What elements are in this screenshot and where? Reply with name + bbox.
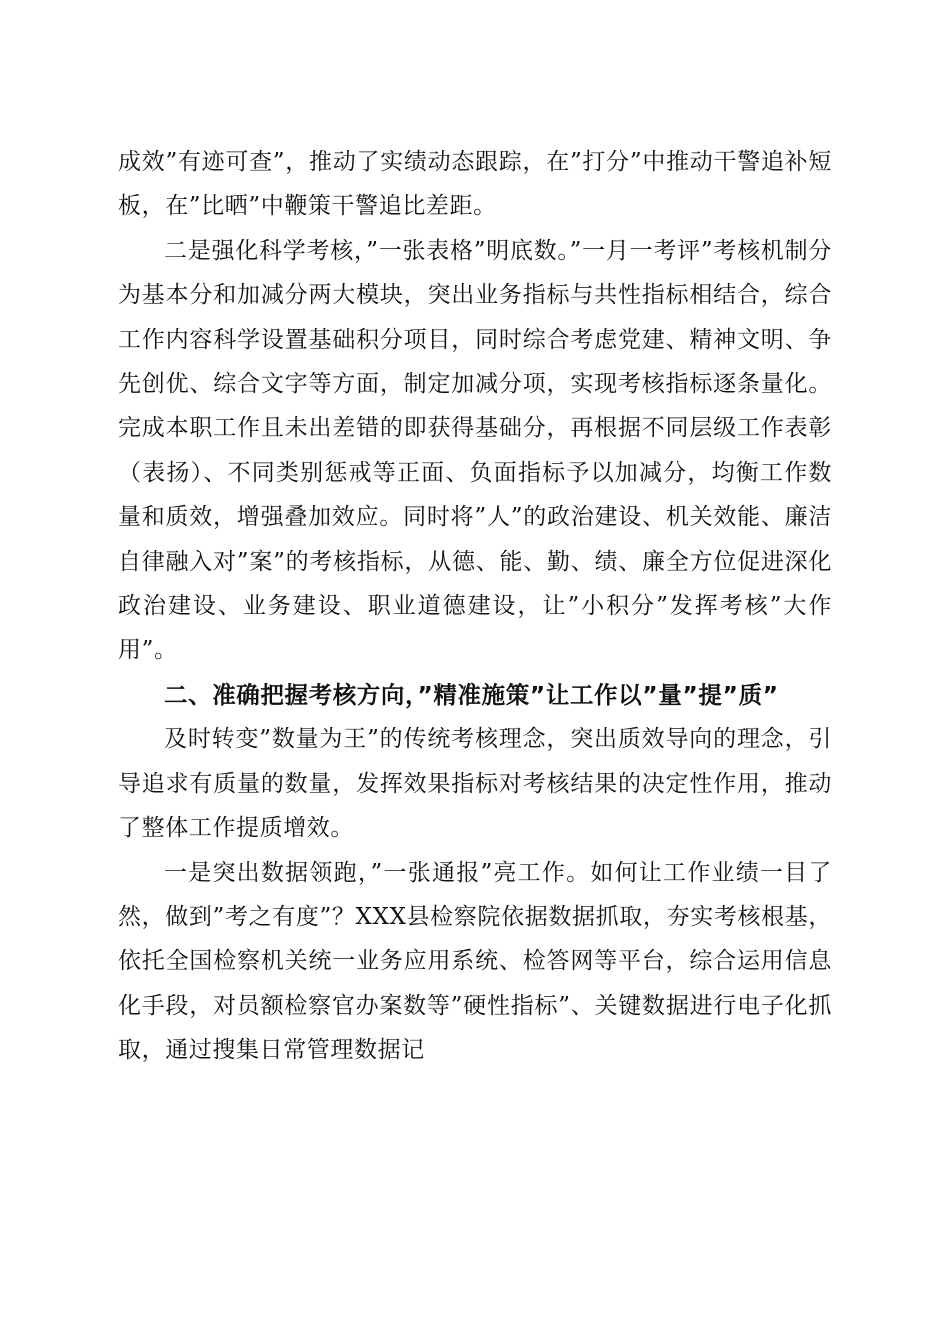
paragraph-continuation: 成效”有迹可查”，推动了实绩动态跟踪，在”打分”中推动干警追补短板，在”比晒”中鞭策干警追比差距。 xyxy=(118,149,832,220)
paragraph-data-leading: 一是突出数据领跑，”一张通报”亮工作。如何让工作业绩一目了然，做到”考之有度”？XXX县检察院依据数据抓取，夯实考核根基，依托全国检察机关统一业务应用系统、检答网等平台，综合运用信息化手段，对员额检察官办案数等”硬性指标”、关键数据进行电子化抓取，通过搜集日常管理数据记 xyxy=(118,859,832,1064)
document-page xyxy=(118,140,832,1073)
paragraph-scientific-assessment: 二是强化科学考核，”一张表格”明底数。”一月一考评”考核机制分为基本分和加减分两大模块，突出业务指标与共性指标相结合，综合工作内容科学设置基础积分项目，同时综合考虑党建、精神文明、争先创优、综合文字等方面，制定加减分项，实现考核指标逐条量化。完成本职工作且未出差错的即获得基础分，再根据不同层级工作表彰（表扬）、不同类别惩戒等正面、负面指标予以加减分，均衡工作数量和质效，增强叠加效应。同时将”人”的政治建设、机关效能、廉洁自律融入对”案”的考核指标，从德、能、勤、绩、廉全方位促进深化政治建设、业务建设、职业道德建设，让”小积分”发挥考核”大作用”。 xyxy=(118,237,832,664)
paragraph-quality-orientation: 及时转变”数量为王”的传统考核理念，突出质效导向的理念，引导追求有质量的数量，发挥效果指标对考核结果的决定性作用，推动了整体工作提质增效。 xyxy=(118,726,832,842)
section-heading: 二、准确把握考核方向，”精准施策”让工作以”量”提”质” xyxy=(164,680,779,709)
